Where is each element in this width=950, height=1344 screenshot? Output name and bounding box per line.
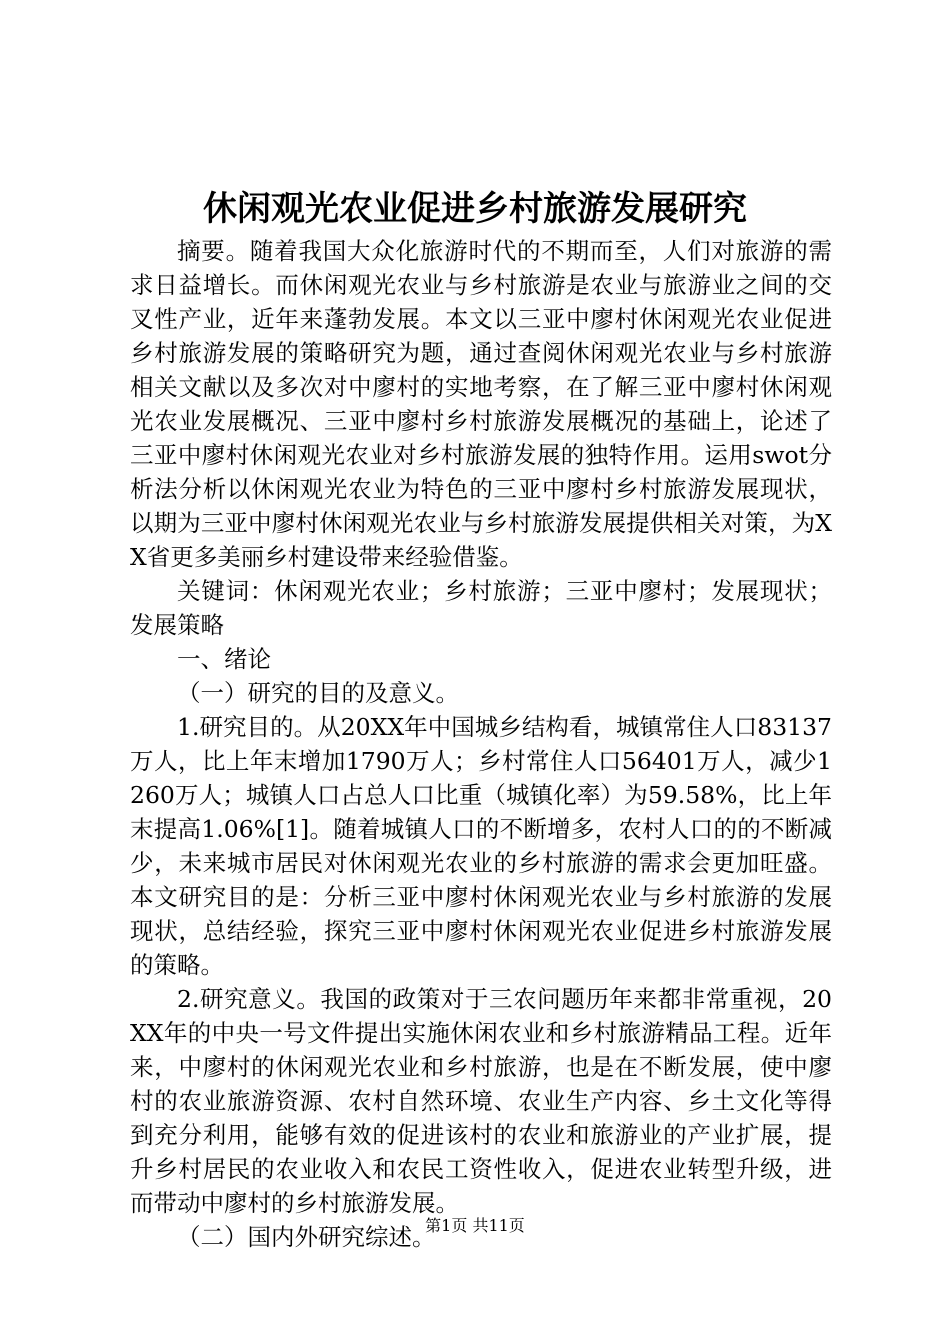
research-purpose-paragraph: 1.研究目的。从20XX年中国城乡结构看，城镇常住人口83137万人，比上年末增加1790万人；乡村常住人口56401万人，减少1260万人；城镇人口占总人口比重（城镇化率）为59.58%，比上年末提高1.06%[1]。随着城镇人口的不断增多，农村人口的的不断减少，未来城市居民对休闲观光农业的乡村旅游的需求会更加旺盛。本文研究目的是：分析三亚中廖村休闲观光农业与乡村旅游的发展现状，总结经验，探究三亚中廖村休闲观光农业促进乡村旅游发展的策略。 (130, 713, 832, 979)
research-significance-paragraph: 2.研究意义。我国的政策对于三农问题历年来都非常重视，20XX年的中央一号文件提出实施休闲农业和乡村旅游精品工程。近年来，中廖村的休闲观光农业和乡村旅游，也是在不断发展，使中廖村的农业旅游资源、农村自然环境、农业生产内容、乡土文化等得到充分利用，能够有效的促进该村的农业和旅游业的产业扩展，提升乡村居民的农业收入和农民工资性收入，促进农业转型升级，进而带动中廖村的乡村旅游发展。 (130, 985, 832, 1217)
document-body (130, 234, 832, 1254)
subsection-heading-review: （二）国内外研究综述。 (177, 1223, 436, 1251)
section-heading-introduction: 一、绪论 (177, 645, 271, 673)
keywords-paragraph: 关键词：休闲观光农业；乡村旅游；三亚中廖村；发展现状；发展策略 (130, 577, 832, 639)
subsection-heading-purpose: （一）研究的目的及意义。 (177, 679, 459, 707)
abstract-paragraph: 摘要。随着我国大众化旅游时代的不期而至，人们对旅游的需求日益增长。而休闲观光农业与乡村旅游是农业与旅游业之间的交叉性产业，近年来蓬勃发展。本文以三亚中廖村休闲观光农业促进乡村旅游发展的策略研究为题，通过查阅休闲观光农业与乡村旅游相关文献以及多次对中廖村的实地考察，在了解三亚中廖村休闲观光农业发展概况、三亚中廖村乡村旅游发展概况的基础上，论述了三亚中廖村休闲观光农业对乡村旅游发展的独特作用。运用swot分析法分析以休闲观光农业为特色的三亚中廖村乡村旅游发展现状，以期为三亚中廖村休闲观光农业与乡村旅游发展提供相关对策，为XX省更多美丽乡村建设带来经验借鉴。 (130, 237, 832, 571)
page-footer: 第1页 共11页 (425, 1216, 525, 1235)
document-title: 休闲观光农业促进乡村旅游发展研究 (203, 189, 747, 229)
